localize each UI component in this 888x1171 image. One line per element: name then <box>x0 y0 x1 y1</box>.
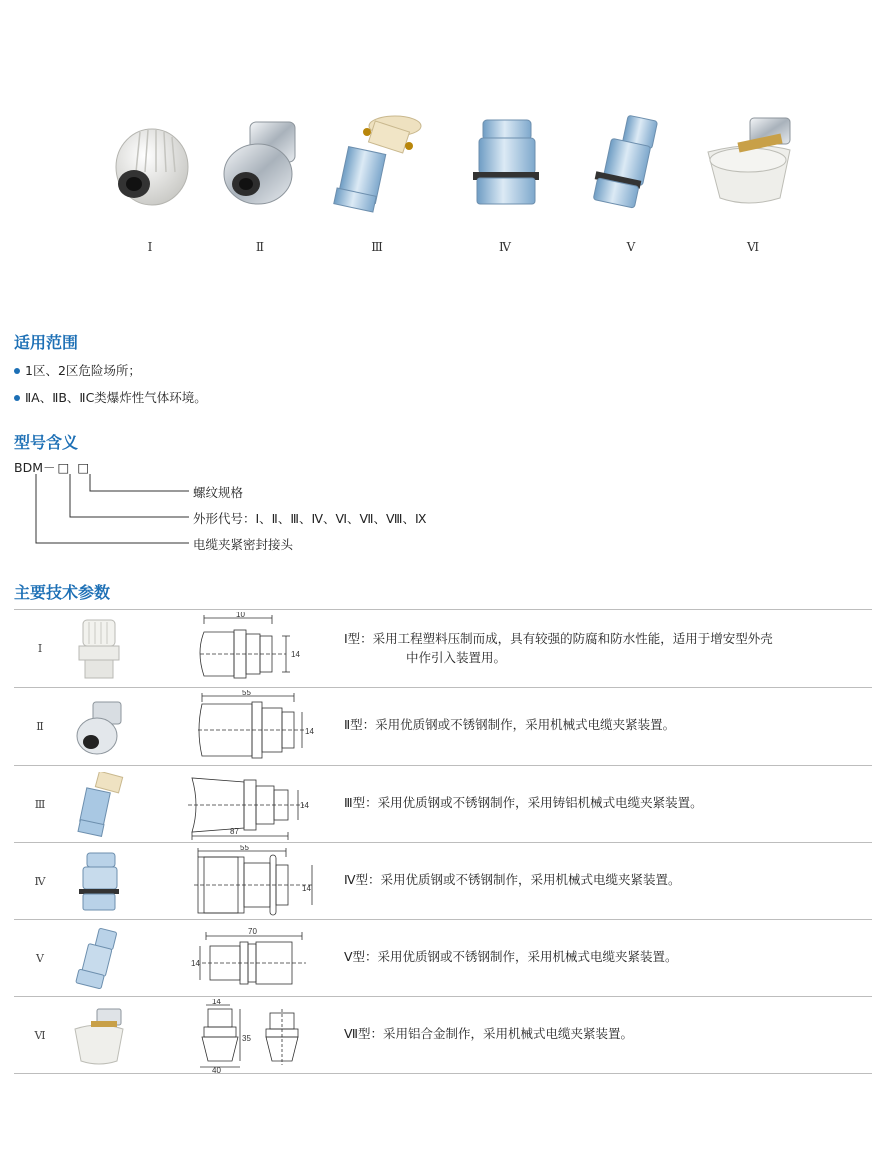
row-desc-line1: Ⅱ型：采用优质钢或不锈钢制作，采用机械式电缆夹紧装置。 <box>344 717 676 732</box>
gallery-label-5: Ⅴ <box>626 240 636 254</box>
row-photo-slim <box>69 926 129 992</box>
gallery-label-6: Ⅵ <box>746 240 760 254</box>
row-number: Ⅳ <box>34 875 46 888</box>
row-drawing-2 <box>174 690 324 764</box>
model-legend-type: 电缆夹紧密封接头 <box>193 537 294 552</box>
row-desc-line2: 中作引入装置用。 <box>406 650 507 665</box>
row-number: Ⅵ <box>34 1029 46 1042</box>
dim-label: 70 <box>248 927 257 936</box>
row-photo-clamp <box>69 772 129 838</box>
row-number: Ⅴ <box>36 952 44 965</box>
gallery-label-4: Ⅳ <box>499 240 511 254</box>
bullet-icon <box>14 368 20 374</box>
model-title: 型号含义 <box>14 433 79 452</box>
spec-row-2 <box>14 688 872 765</box>
model-box-1: □ <box>57 460 70 475</box>
row-drawing-3 <box>174 768 324 842</box>
row-number: Ⅱ <box>36 720 44 733</box>
row-desc-line1: Ⅶ型：采用铝合金制作，采用机械式电缆夹紧装置。 <box>344 1026 633 1041</box>
row-desc-line1: Ⅰ型：采用工程塑料压制而成，具有较强的防腐和防水性能，适用于增安型外壳 <box>344 631 773 646</box>
row-drawing-5 <box>174 922 324 996</box>
model-prefix: BDM－ <box>14 460 56 475</box>
spec-row-3 <box>14 766 872 843</box>
flared-gland-image <box>698 112 808 212</box>
dim-label: 55 <box>242 690 251 697</box>
spec-row-6 <box>14 997 872 1074</box>
model-legend-shape: 外形代号：Ⅰ、Ⅱ、Ⅲ、Ⅳ、Ⅵ、Ⅶ、Ⅷ、Ⅸ <box>193 511 427 526</box>
bullet-icon <box>14 395 20 401</box>
row-desc-line1: Ⅳ型：采用优质钢或不锈钢制作，采用机械式电缆夹紧装置。 <box>344 872 681 887</box>
model-leader-lines <box>14 472 204 552</box>
dim-label: 14 <box>305 727 314 736</box>
dim-label: 10 <box>236 612 245 619</box>
clamp-gland-image <box>327 112 427 222</box>
dim-label: 14 <box>291 650 300 659</box>
dim-label: 14 <box>302 884 311 893</box>
dim-label: 40 <box>212 1066 221 1073</box>
gallery-item-6 <box>698 112 808 262</box>
dim-label: 14 <box>212 999 221 1006</box>
model-legend-thread: 螺纹规格 <box>193 485 244 500</box>
row-photo-plastic <box>69 616 129 682</box>
gallery-label-1: Ⅰ <box>147 240 153 254</box>
dim-label: 14 <box>300 801 309 810</box>
row-drawing-1 <box>174 612 324 686</box>
scope-item-2 <box>14 388 207 406</box>
gallery-label-3: Ⅲ <box>371 240 383 254</box>
scope-item-text: ⅡA、ⅡB、ⅡC类爆炸性气体环境。 <box>25 390 207 405</box>
gallery-label-2: Ⅱ <box>255 240 265 254</box>
row-drawing-6 <box>174 999 324 1073</box>
dim-label: 87 <box>230 827 239 836</box>
row-desc-line1: Ⅴ型：采用优质钢或不锈钢制作，采用机械式电缆夹紧装置。 <box>344 949 678 964</box>
dim-label: 35 <box>242 1034 251 1043</box>
scope-title: 适用范围 <box>14 333 79 352</box>
scope-item-1 <box>14 361 141 379</box>
spec-row-4 <box>14 843 872 920</box>
spec-row-1 <box>14 610 872 687</box>
scope-item-text: 1区、2区危险场所； <box>25 363 141 378</box>
row-photo-hex <box>69 849 129 915</box>
gallery-item-3 <box>322 112 432 262</box>
dim-label: 14 <box>191 959 200 968</box>
row-photo-metal <box>69 694 129 760</box>
row-number: Ⅲ <box>34 798 46 811</box>
gallery-item-5 <box>576 112 686 262</box>
model-box-2: □ <box>77 460 90 475</box>
gallery-item-4 <box>450 112 560 262</box>
table-rule <box>14 1073 872 1074</box>
row-number: Ⅰ <box>37 642 43 655</box>
spec-row-5 <box>14 920 872 997</box>
hex-gland-image <box>455 112 555 212</box>
dim-label: 55 <box>240 845 249 852</box>
plastic-gland-image <box>100 112 200 212</box>
metal-gland-image <box>210 112 310 212</box>
gallery-item-1 <box>95 112 205 262</box>
slim-gland-image <box>581 112 681 212</box>
row-desc-line1: Ⅲ型：采用优质钢或不锈钢制作，采用铸铝机械式电缆夹紧装置。 <box>344 795 703 810</box>
specs-title: 主要技术参数 <box>14 583 111 602</box>
row-drawing-4 <box>174 845 324 919</box>
gallery-item-2 <box>205 112 315 262</box>
row-photo-flared <box>69 1003 129 1069</box>
